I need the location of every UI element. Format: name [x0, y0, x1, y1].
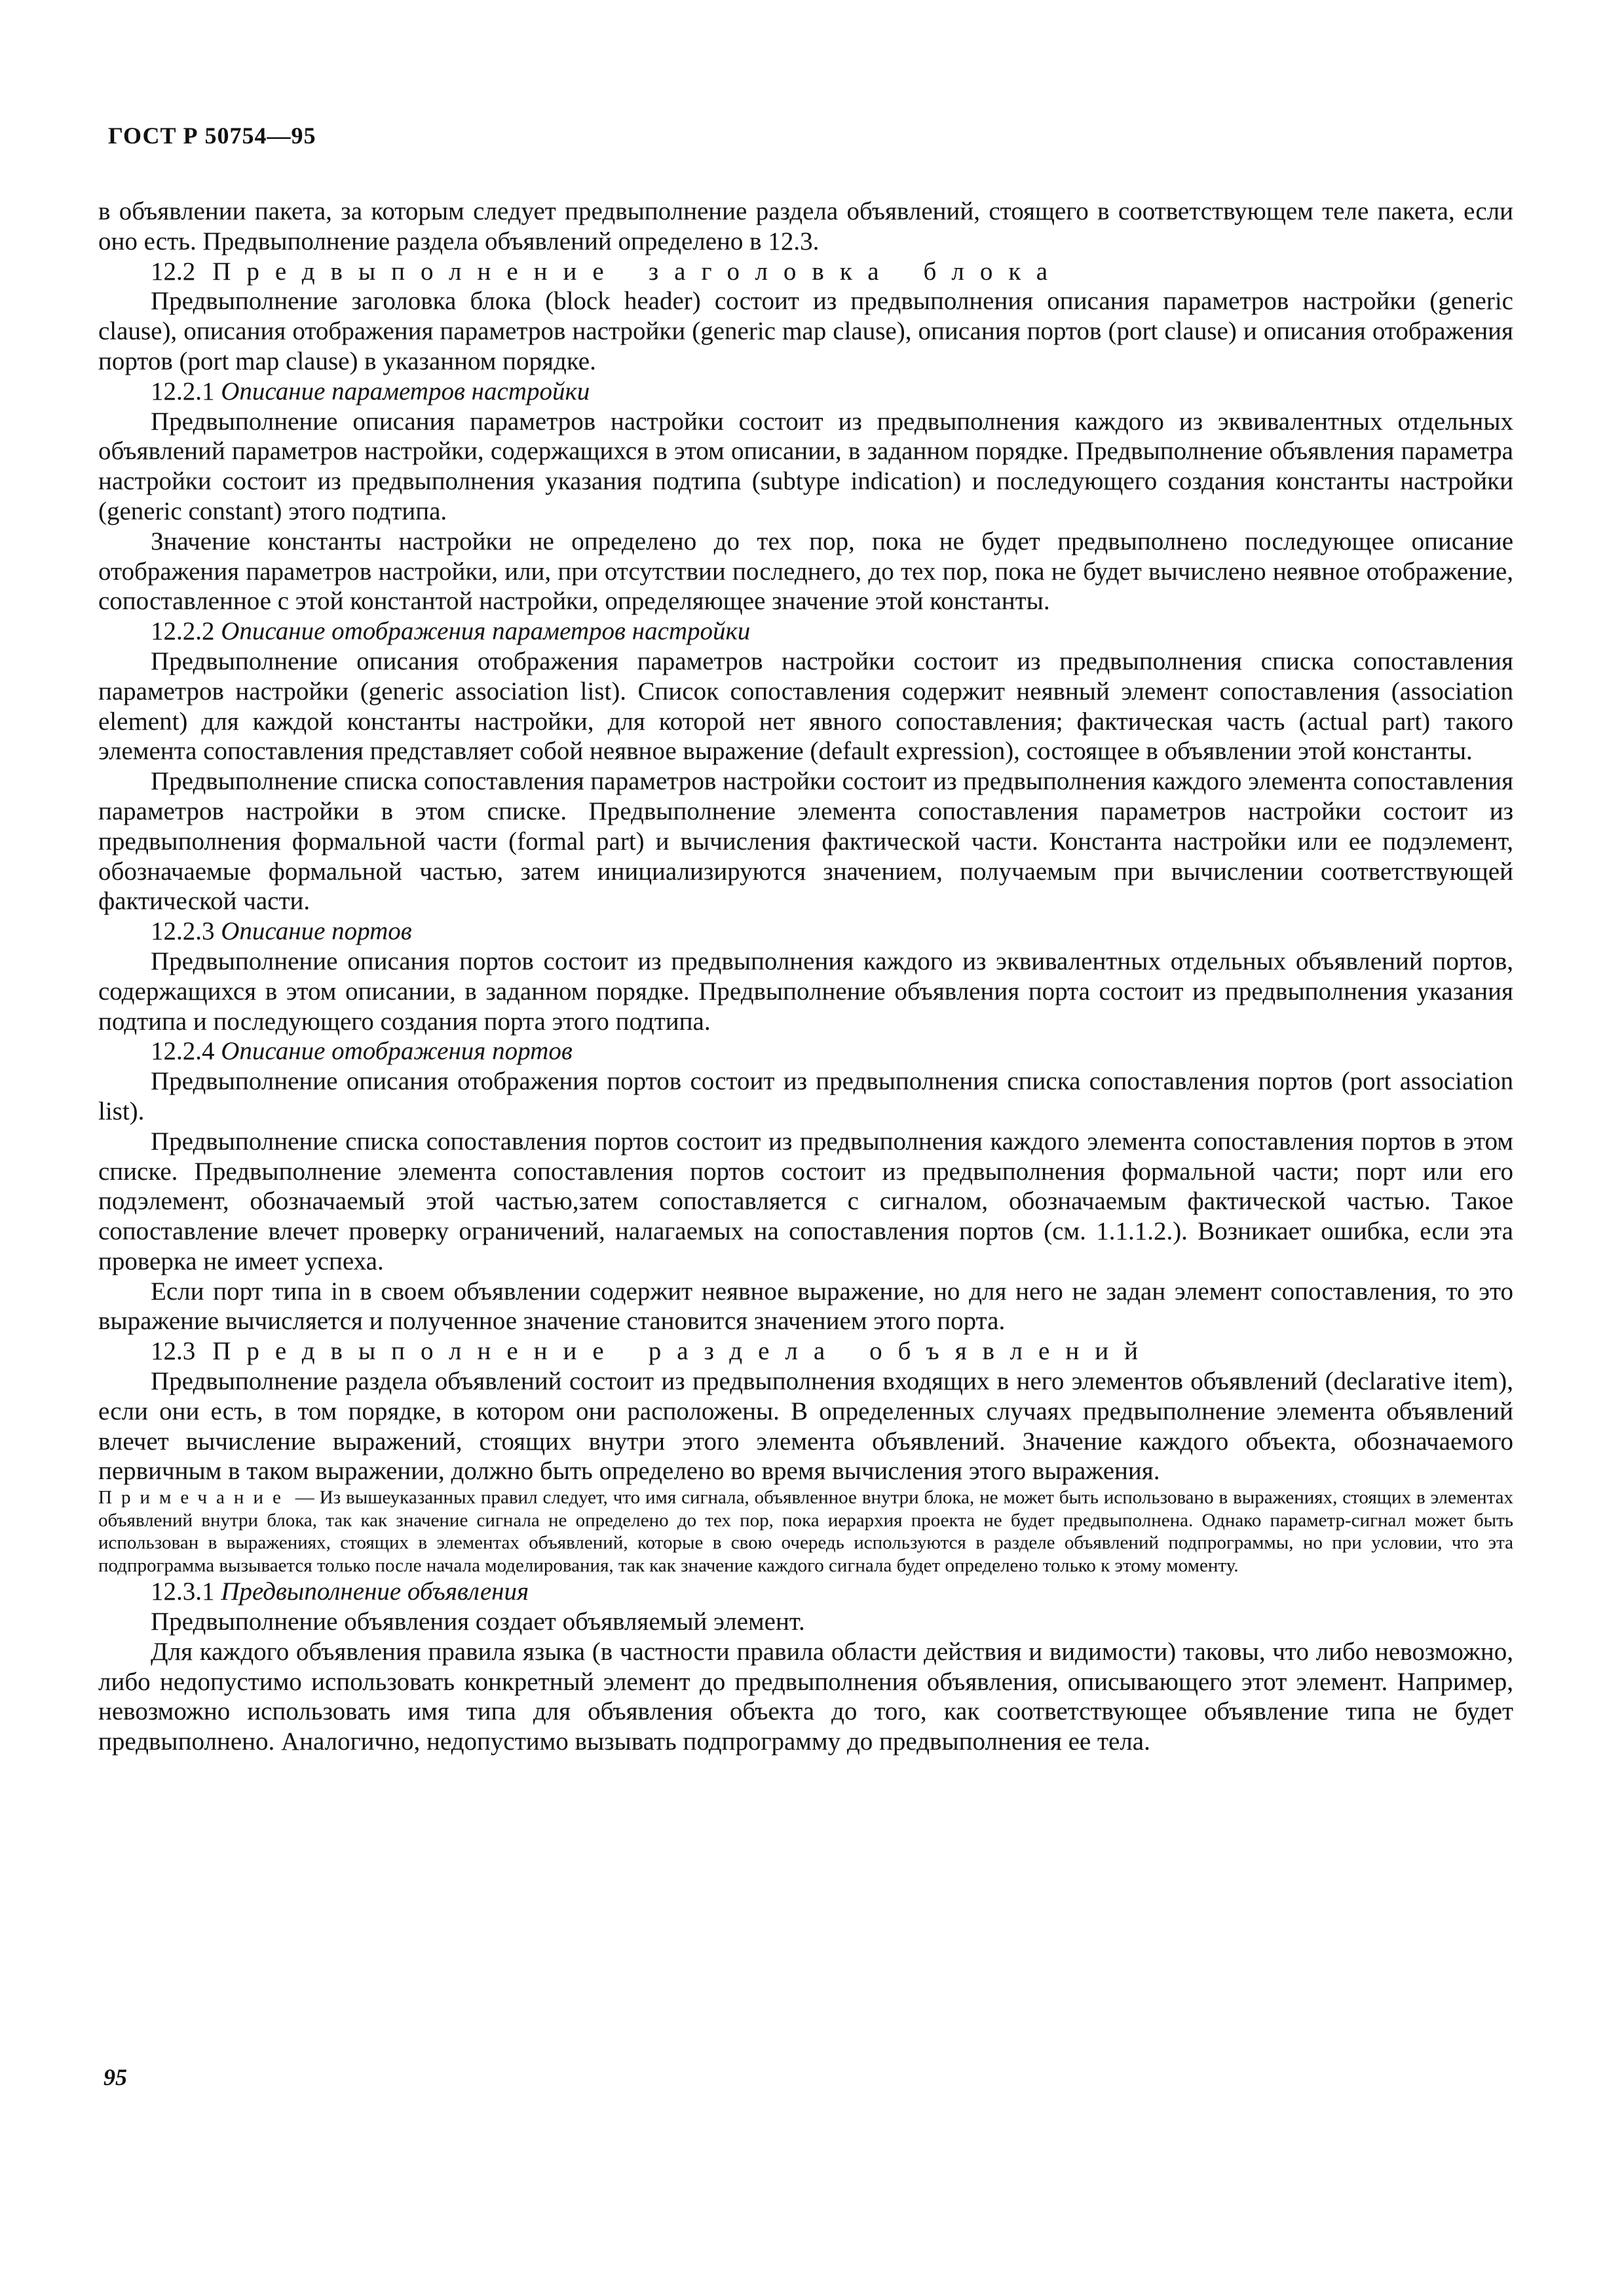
- subsection-number: 12.3.1: [151, 1577, 215, 1606]
- note-label: Примечание: [98, 1487, 290, 1509]
- section-number: 12.2: [151, 257, 196, 286]
- subsection-number: 12.2.4: [151, 1037, 215, 1066]
- note: [98, 1486, 1513, 1577]
- section-title-word: объявлений: [869, 1337, 1154, 1366]
- standard-header: ГОСТ Р 50754—95: [108, 122, 316, 149]
- subsection-number: 12.2.3: [151, 917, 215, 946]
- paragraph: Предвыполнение описания отображения параметров настройки состоит из предвыполнения списка сопоставления параметров настройки (generic association list). Список сопоставления содержит неявный элемент сопоставления (association element) для каждой константы настройки, для которой нет явного сопоставления; фактическая часть (actual part) такого элемента сопоставления представляет собой неявное выражение (default expression), состоящее в объявлении этой константы.: [98, 647, 1513, 766]
- paragraph: Предвыполнение списка сопоставления параметров настройки состоит из предвыполнения каждого элемента сопоставления параметров настройки в этом списке. Предвыполнение элемента сопоставления параметров настройки состоит из предвыполнения формальной части (formal part) и вычисления фактической части. Константа настройки или ее подэлемент, обозначаемые формальной частью, затем инициализируются значением, получаемым при вычислении соответствующей фактической части.: [98, 767, 1514, 916]
- subsection-heading: [98, 1577, 1513, 1607]
- subsection-title: Описание портов: [221, 917, 412, 946]
- section-title-word: раздела: [648, 1337, 841, 1366]
- paragraph: Значение константы настройки не определено до тех пор, пока не будет предвыполнено последующее описание отображения параметров настройки, или, при отсутствии последнего, до тех пор, пока не будет вычислено неявное отображение, сопоставленное с этой константой настройки, определяющее значение этой константы.: [98, 527, 1513, 616]
- section-number: 12.3: [151, 1337, 196, 1366]
- document-body: [98, 197, 1513, 1757]
- subsection-heading: [98, 916, 1513, 947]
- paragraph: Предвыполнение раздела объявлений состоит из предвыполнения входящих в него элементов объявлений (declarative item), если они есть, в том порядке, в котором они расположены. В определенных случаях предвыполнение элемента объявлений влечет вычисление выражений, стоящих внутри этого элемента объявлений. Значение каждого объекта, обозначаемого первичным в таком выражении, должно быть определено во время вычисления этого выражения.: [98, 1367, 1513, 1486]
- paragraph: Предвыполнение списка сопоставления портов состоит из предвыполнения каждого элемента сопоставления портов в этом списке. Предвыполнение элемента сопоставления портов состоит из предвыполнения формальной части; порт или его подэлемент, обозначаемый этой частью,затем сопоставляется с сигналом, обозначаемым фактической частью. Такое сопоставление влечет проверку ограничений, налагаемых на сопоставления портов (см. 1.1.1.2.). Возникает ошибка, если эта проверка не имеет успеха.: [98, 1127, 1513, 1275]
- paragraph: Предвыполнение объявления создает объявляемый элемент.: [151, 1608, 805, 1636]
- subsection-heading: [98, 1036, 1513, 1066]
- subsection-heading: [98, 377, 1513, 407]
- note-text: — Из вышеуказанных правил следует, что имя сигнала, объявленное внутри блока, не может быть использовано в выражениях, стоящих в элементах объявлений внутри блока, так как значение сигнала не определено до тех пор, пока иерархия проекта не будет предвыполнена. Однако параметр-сигнал может быть использован в выражениях, стоящих в элементах объявлений, которые в свою очередь используются в разделе объявлений подпрограммы, но при условии, что эта подпрограмма вызывается только после начала моделирования, так как значение каждого сигнала будет определено только к этому моменту.: [98, 1487, 1513, 1576]
- section-title-word: заголовка: [648, 257, 895, 286]
- subsection-number: 12.2.1: [151, 377, 215, 405]
- paragraph: Если порт типа in в своем объявлении содержит неявное выражение, но для него не задан элемент сопоставления, то это выражение вычисляется и полученное значение становится значением этого порта.: [98, 1277, 1513, 1336]
- page-number: 95: [104, 2064, 127, 2090]
- subsection-title: Предвыполнение объявления: [221, 1577, 529, 1606]
- subsection-title: Описание отображения параметров настройки: [221, 617, 751, 646]
- paragraph: Предвыполнение описания отображения портов состоит из предвыполнения списка сопоставления портов (port association list).: [98, 1067, 1513, 1125]
- paragraph: в объявлении пакета, за которым следует предвыполнение раздела объявлений, стоящего в соответствующем теле пакета, если оно есть. Предвыполнение раздела объявлений определено в 12.3.: [98, 197, 1513, 255]
- paragraph: Предвыполнение описания портов состоит из предвыполнения каждого из эквивалентных отдельных объявлений портов, содержащихся в этом описании, в заданном порядке. Предвыполнение объявления порта состоит из предвыполнения указания подтипа и последующего создания порта этого подтипа.: [98, 947, 1513, 1036]
- paragraph: Предвыполнение описания параметров настройки состоит из предвыполнения каждого из эквивалентных отдельных объявлений параметров настройки, содержащихся в этом описании, в заданном порядке. Предвыполнение объявления параметра настройки состоит из предвыполнения указания подтипа (subtype indication) и последующего создания константы настройки (generic constant) этого подтипа.: [98, 407, 1513, 525]
- subsection-title: Описание отображения портов: [221, 1037, 573, 1066]
- section-title-word: Предвыполнение: [212, 1337, 620, 1366]
- paragraph: Для каждого объявления правила языка (в частности правила области действия и видимости) таковы, что либо невозможно, либо недопустимо использовать конкретный элемент до предвыполнения объявления, описывающего этот элемент. Например, невозможно использовать имя типа для объявления объекта до того, как соответствующее объявление типа не будет предвыполнено. Аналогично, недопустимо вызывать подпрограмму до предвыполнения ее тела.: [98, 1637, 1513, 1756]
- section-title-word: блока: [923, 257, 1064, 286]
- section-title-word: Предвыполнение: [212, 257, 620, 286]
- section-heading: [98, 1336, 1513, 1366]
- paragraph: Предвыполнение заголовка блока (block header) состоит из предвыполнения описания параметров настройки (generic clause), описания отображения параметров настройки (generic map clause), описания портов (port clause) и описания отображения портов (port map clause) в указанном порядке.: [98, 287, 1513, 375]
- subsection-title: Описание параметров настройки: [221, 377, 590, 405]
- subsection-heading: [98, 616, 1513, 647]
- section-heading: [98, 257, 1513, 287]
- subsection-number: 12.2.2: [151, 617, 215, 646]
